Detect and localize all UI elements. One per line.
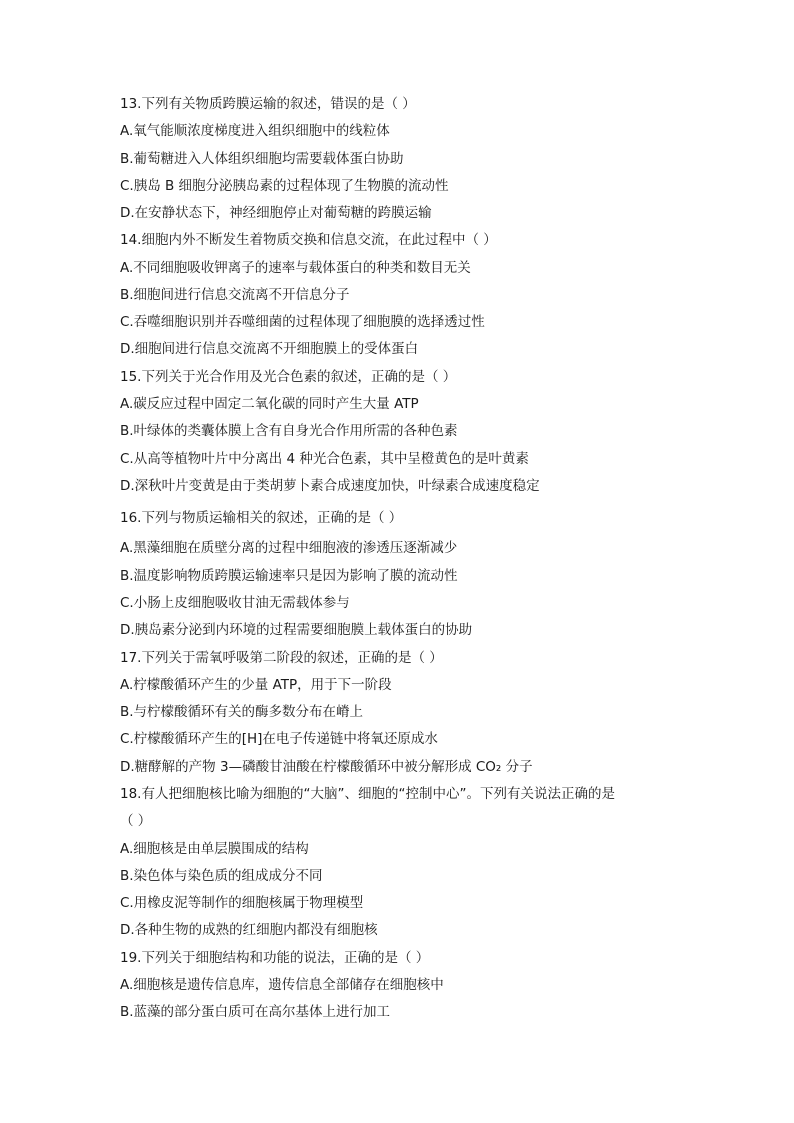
question-19-option-a: A.细胞核是遗传信息库，遗传信息全部储存在细胞核中 (120, 977, 444, 993)
question-13-option-c: C.胰岛 B 细胞分泌胰岛素的过程体现了生物膜的流动性 (120, 178, 449, 194)
question-17-option-d: D.糖酵解的产物 3—磷酸甘油酸在柠檬酸循环中被分解形成 CO₂ 分子 (120, 759, 533, 775)
question-17-option-c: C.柠檬酸循环产生的[H]在电子传递链中将氧还原成水 (120, 731, 438, 747)
question-16-option-a: A.黑藻细胞在质壁分离的过程中细胞液的渗透压逐渐减少 (120, 540, 458, 556)
question-16-option-b: B.温度影响物质跨膜运输速率只是因为影响了膜的流动性 (120, 568, 458, 584)
question-14-option-d: D.细胞间进行信息交流离不开细胞膜上的受体蛋白 (120, 341, 419, 357)
question-13-option-b: B.葡萄糖进入人体组织细胞均需要载体蛋白协助 (120, 151, 404, 167)
question-16-stem: 16.下列与物质运输相关的叙述，正确的是（ ） (120, 510, 403, 526)
question-14-option-c: C.吞噬细胞识别并吞噬细菌的过程体现了细胞膜的选择透过性 (120, 314, 485, 330)
question-13-option-a: A.氧气能顺浓度梯度进入组织细胞中的线粒体 (120, 123, 390, 139)
question-15-option-b: B.叶绿体的类囊体膜上含有自身光合作用所需的各种色素 (120, 423, 458, 439)
question-16-option-c: C.小肠上皮细胞吸收甘油无需载体参与 (120, 595, 350, 611)
question-15-option-a: A.碳反应过程中固定二氧化碳的同时产生大量 ATP (120, 396, 419, 412)
question-13-stem: 13.下列有关物质跨膜运输的叙述，错误的是（ ） (120, 96, 416, 112)
question-14-option-b: B.细胞间进行信息交流离不开信息分子 (120, 287, 350, 303)
question-18-option-c: C.用橡皮泥等制作的细胞核属于物理模型 (120, 895, 364, 911)
question-15-stem: 15.下列关于光合作用及光合色素的叙述，正确的是（ ） (120, 369, 457, 385)
question-15-option-c: C.从高等植物叶片中分离出 4 种光合色素，其中呈橙黄色的是叶黄素 (120, 451, 529, 467)
question-19-stem: 19.下列关于细胞结构和功能的说法，正确的是（ ） (120, 950, 430, 966)
question-18-option-d: D.各种生物的成熟的红细胞内都没有细胞核 (120, 922, 378, 938)
question-14-option-a: A.不同细胞吸收钾离子的速率与载体蛋白的种类和数目无关 (120, 260, 471, 276)
question-17-stem: 17.下列关于需氧呼吸第二阶段的叙述，正确的是（ ） (120, 650, 443, 666)
question-13-option-d: D.在安静状态下，神经细胞停止对葡萄糖的跨膜运输 (120, 205, 432, 221)
question-18-option-a: A.细胞核是由单层膜围成的结构 (120, 841, 309, 857)
question-18-stem-continued: （ ） (120, 813, 152, 829)
question-17-option-a: A.柠檬酸循环产生的少量 ATP，用于下一阶段 (120, 677, 392, 693)
question-18-stem: 18.有人把细胞核比喻为细胞的“大脑”、细胞的“控制中心”。下列有关说法正确的是 (120, 786, 615, 802)
question-14-stem: 14.细胞内外不断发生着物质交换和信息交流，在此过程中（ ） (120, 232, 497, 248)
question-19-option-b: B.蓝藻的部分蛋白质可在高尔基体上进行加工 (120, 1004, 391, 1020)
question-16-option-d: D.胰岛素分泌到内环境的过程需要细胞膜上载体蛋白的协助 (120, 622, 473, 638)
question-15-option-d: D.深秋叶片变黄是由于类胡萝卜素合成速度加快，叶绿素合成速度稳定 (120, 478, 540, 494)
question-17-option-b: B.与柠檬酸循环有关的酶多数分布在嵴上 (120, 704, 364, 720)
question-18-option-b: B.染色体与染色质的组成成分不同 (120, 868, 323, 884)
